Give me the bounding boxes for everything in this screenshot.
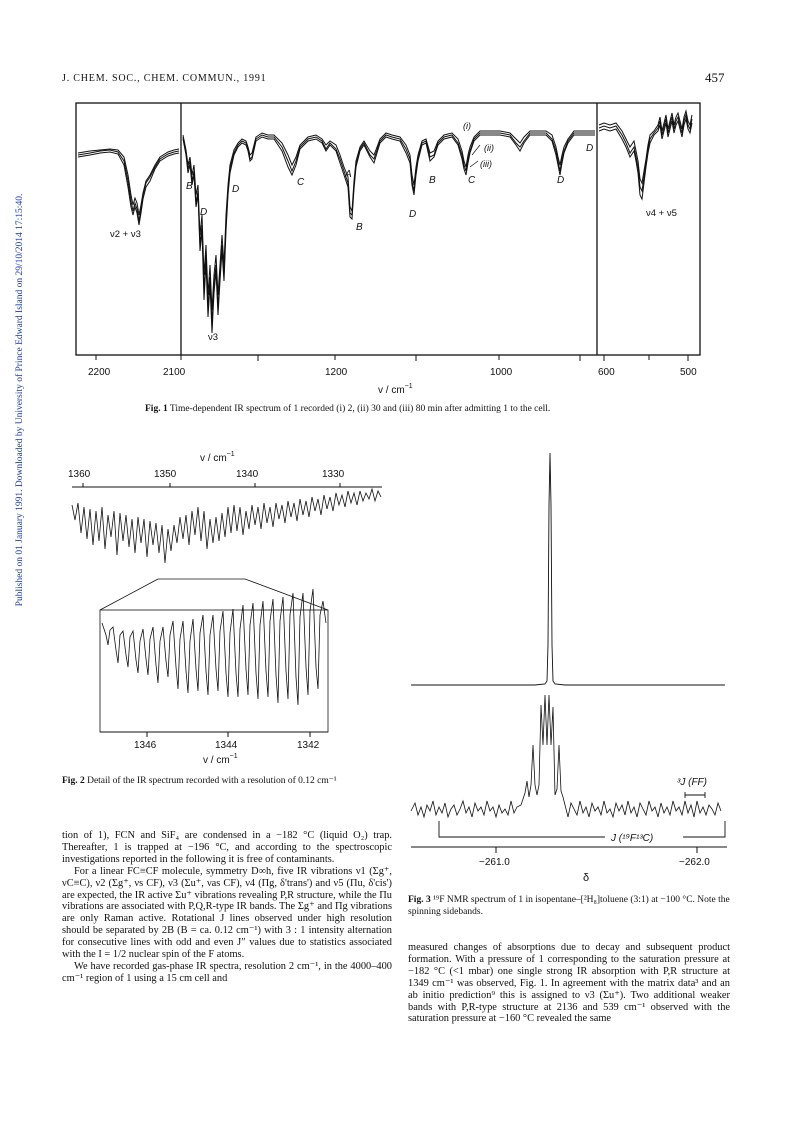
left-paragraph-1: tion of 1), FCN and SiF₄ are condensed in a −182 °C (liquid O₂) trap. Thereafter, 1 is trapped at −196 °C, and according to the spectroscopic investigations reported in the following it is free of contaminants. (62, 830, 392, 865)
fig1-label-D5: D (586, 143, 594, 154)
fig1-tick-2200: 2200 (88, 367, 111, 378)
fig1-label-B3: B (429, 175, 436, 186)
fig2-caption: Fig. 2 Detail of the IR spectrum recorded with a resolution of 0.12 cm⁻¹ (62, 776, 337, 786)
fig1-label-v2v3: ν2 + ν3 (110, 229, 141, 240)
fig1-tick-500: 500 (680, 367, 697, 378)
fig3-caption: Fig. 3 ¹⁹F NMR spectrum of 1 in isopentane–[²H₈]toluene (3:1) at −100 °C. Note the spinning sidebands. (408, 895, 730, 917)
fig2-top-label: v / $cm^{-1}$ (200, 451, 235, 464)
fig2-tick-1344: 1344 (215, 740, 238, 751)
fig2-tick-1342: 1342 (297, 740, 320, 751)
fig1-label-C1: C (297, 177, 305, 188)
fig2-bottom-label: v / $cm^{-1}$ (203, 753, 238, 766)
fig3-main-trace (411, 453, 725, 685)
fig1-xlabel: v / $cm^{-1}$ (378, 383, 413, 396)
fig3-xlabel: δ (583, 872, 590, 884)
right-paragraph-1: measured changes of absorptions due to decay and subsequent product formation. With a pressure of 1 corresponding to the saturation pressure at −182 °C (<1 mbar) one single strong IR absorption with P,R structure at 1349 cm⁻¹ was observed, Fig. 1. In agreement with the matrix data³ and an ab initio prediction⁹ this is assigned to ν3 (Σu⁺). Two additional weaker bands with P,R-type structure at 2136 and 539 cm⁻¹ observed with the saturation pressure at −160 °C revealed the same (408, 942, 730, 1025)
page-number: 457 (705, 70, 725, 85)
left-paragraph-2: For a linear FC≡CF molecule, symmetry D∞h, five IR vibrations ν1 (Σg⁺, νC≡C), ν2 (Σg⁺, νs CF), ν3 (Σu⁺, νas CF), ν4 (Πg, δ'trans') and ν5 (Πu, δ'cis') are expected, the IR active Σu⁺ vibrations revealing P,R structure, while the Πu vibrations are associated with P,Q,R-type IR bands. The Σg⁺ and Πg vibrations are only Raman active. Rotational J lines observed under high resolution should be separated by 2B (B = ca. 0.12 cm⁻¹) with 3 : 1 intensity alternation for consecutive lines with odd and even J″ values due to statistics associated with the I = 1/2 nuclear spin of the F atoms. (62, 865, 392, 961)
fig1-tick-1000: 1000 (490, 367, 513, 378)
fig1-label-D4: D (557, 175, 565, 186)
fig1-tick-2100: 2100 (163, 367, 186, 378)
left-paragraph-3: We have recorded gas-phase IR spectra, resolution 2 cm⁻¹, in the 4000–400 cm⁻¹ region of 1 using a 15 cm cell and (62, 960, 392, 984)
fig1-label-D3: D (409, 209, 417, 220)
fig1-label-v3: ν3 (208, 332, 219, 343)
download-note: Published on 01 January 1991. Downloaded by University of Prince Edward Island on 29/10/2014 17:15:40. (15, 193, 25, 607)
fig1-caption: Fig. 1 Time-dependent IR spectrum of 1 recorded (i) 2, (ii) 30 and (iii) 80 min after admitting 1 to the cell. (145, 404, 551, 414)
figure-2 (60, 445, 390, 770)
left-column-text (62, 830, 392, 985)
fig1-label-D1: D (232, 184, 240, 195)
fig1-label-B2: B (356, 222, 363, 233)
figure-3 (405, 445, 730, 890)
fig2-tick-1350: 1350 (154, 469, 177, 480)
right-column-text (408, 942, 730, 1025)
fig1-label-D2: D (200, 207, 208, 218)
fig2-overview-trace (72, 489, 381, 563)
fig1-label-iii: (iii) (480, 159, 492, 169)
fig3-tick-261: −261.0 (479, 857, 510, 868)
fig2-tick-1360: 1360 (68, 469, 91, 480)
fig2-detail-trace (102, 589, 326, 705)
fig1-spectrum-traces (78, 111, 692, 333)
fig3-tick-262: −262.0 (679, 857, 710, 868)
fig3-jfc-label: J (¹⁹F¹³C) (611, 833, 654, 844)
fig1-label-v4v5: ν4 + ν5 (646, 208, 677, 219)
fig3-jff-label: ³J (FF) (677, 777, 707, 788)
fig1-frame (76, 103, 700, 355)
running-header: J. CHEM. SOC., CHEM. COMMUN., 1991 (62, 73, 267, 84)
fig3-expanded-trace (411, 695, 721, 817)
fig1-label-i: (i) (463, 121, 471, 131)
fig1-label-A: A (345, 169, 352, 180)
fig1-label-ii: (ii) (484, 143, 494, 153)
fig1-label-C2: C (468, 175, 476, 186)
figure-1 (60, 95, 720, 400)
fig1-tick-1200: 1200 (325, 367, 348, 378)
fig1-tick-600: 600 (598, 367, 615, 378)
fig2-tick-1346: 1346 (134, 740, 157, 751)
fig1-label-B1: B (186, 181, 193, 192)
fig2-tick-1340: 1340 (236, 469, 259, 480)
fig2-tick-1330: 1330 (322, 469, 345, 480)
